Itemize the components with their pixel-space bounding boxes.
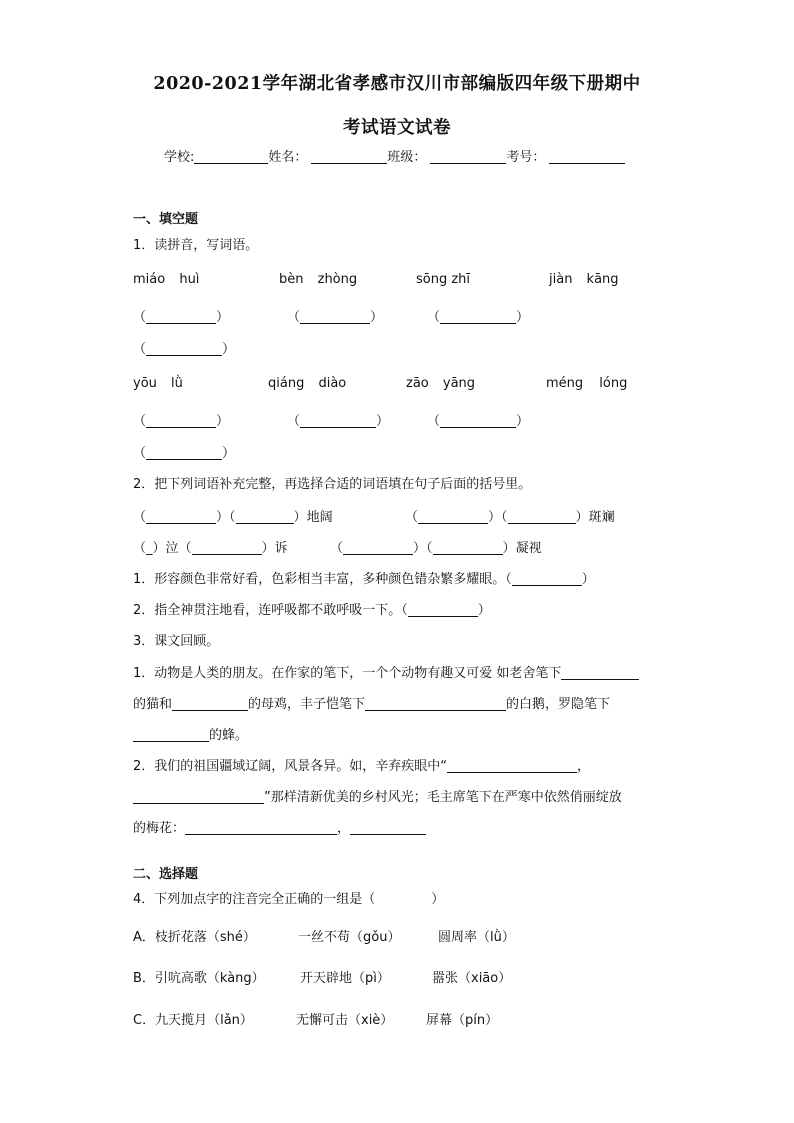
answer-blank-7[interactable]: （ ） bbox=[427, 414, 530, 429]
option-c-1[interactable]: C．九天揽月（lǎn） bbox=[133, 1013, 253, 1028]
q2-sentence-2[interactable]: 2．指全神贯注地看，连呼吸都不敢呼吸一下。（ ） bbox=[133, 603, 491, 618]
answer-blank-6[interactable]: （ ） bbox=[287, 414, 390, 429]
option-b-3: 嚣张（xiāo） bbox=[432, 971, 512, 986]
answer-blank-1[interactable]: （ ） bbox=[133, 310, 230, 325]
poem2-blank-a[interactable] bbox=[185, 821, 337, 835]
exam-title-line1: 2020-2021学年湖北省孝感市汉川市部编版四年级下册期中 bbox=[153, 74, 641, 94]
answer-blank-4[interactable]: （ ） bbox=[133, 342, 236, 357]
bee-blank[interactable] bbox=[133, 728, 209, 742]
option-b-2: 开天辟地（pì） bbox=[300, 971, 390, 986]
pinyin-7: zāo yāng bbox=[406, 376, 476, 391]
answer-blank-3[interactable]: （ ） bbox=[427, 310, 530, 325]
section2-heading: 二、选择题 bbox=[133, 867, 199, 882]
pinyin-2: bèn zhòng bbox=[279, 272, 358, 287]
option-c-2: 无懈可击（xiè） bbox=[296, 1013, 394, 1028]
q3-prompt: 3．课文回顾。 bbox=[133, 634, 220, 649]
q3-p2-line1: 2．我们的祖国疆域辽阔，风景各异。如，辛弃疾眼中“ ， bbox=[133, 759, 591, 774]
student-info-line bbox=[164, 146, 625, 165]
exam-title-line2: 考试语文试卷 bbox=[343, 118, 451, 138]
pinyin-3: sōng zhī bbox=[416, 272, 471, 287]
q1-prompt: 1．读拼音，写词语。 bbox=[133, 238, 259, 253]
pinyin-4: jiàn kāng bbox=[549, 272, 619, 287]
option-a-1[interactable]: A．枝折花落（shé） bbox=[133, 930, 256, 945]
idiom-3[interactable]: （_）泣（ ）诉 bbox=[133, 541, 288, 556]
idiom-2[interactable]: （ ）（ ）斑斓 bbox=[405, 510, 615, 525]
section1-heading: 一、填空题 bbox=[133, 212, 199, 227]
q3-p1-line3: 的蜂。 bbox=[133, 724, 248, 743]
pinyin-1: miáo huì bbox=[133, 272, 200, 287]
answer-blank-2[interactable]: （ ） bbox=[287, 310, 384, 325]
school-blank[interactable] bbox=[194, 150, 268, 164]
q3-p2-line3: 的梅花： ， bbox=[133, 817, 426, 836]
school-label: 学校: bbox=[164, 150, 195, 165]
q4-prompt: 4．下列加点字的注音完全正确的一组是（ ） bbox=[133, 892, 445, 907]
q3-p1-line1: 1．动物是人类的朋友。在作家的笔下，一个个动物有趣又可爱 如老舍笔下 bbox=[133, 662, 639, 681]
cat-blank[interactable] bbox=[561, 666, 639, 680]
class-label: 班级： bbox=[387, 150, 427, 165]
pinyin-5: yōu lǜ bbox=[133, 376, 183, 391]
option-a-2: 一丝不苟（gǒu） bbox=[298, 930, 401, 945]
number-blank[interactable] bbox=[549, 150, 625, 164]
pinyin-6: qiáng diào bbox=[268, 376, 347, 391]
class-blank[interactable] bbox=[430, 150, 506, 164]
q3-p2-line2: ”那样清新优美的乡村风光；毛主席笔下在严寒中依然俏丽绽放 bbox=[133, 786, 622, 805]
option-b-1[interactable]: B．引吭高歌（kàng） bbox=[133, 971, 265, 986]
name-blank[interactable] bbox=[311, 150, 387, 164]
q2-sentence-1[interactable]: 1．形容颜色非常好看，色彩相当丰富，多种颜色错杂繁多耀眼。（ ） bbox=[133, 572, 595, 587]
number-label: 考号： bbox=[506, 150, 546, 165]
idiom-1[interactable]: （ ）（ ）地阔 bbox=[133, 510, 333, 525]
q3-p1-line2: 的猫和 的母鸡，丰子恺笔下 的白鹅，罗隐笔下 bbox=[133, 697, 611, 712]
pinyin-8: méng lóng bbox=[546, 376, 628, 391]
option-a-3: 圆周率（lǜ） bbox=[438, 930, 515, 945]
poem2-blank-b[interactable] bbox=[350, 821, 426, 835]
hen-blank[interactable] bbox=[172, 697, 248, 711]
answer-blank-5[interactable]: （ ） bbox=[133, 414, 230, 429]
answer-blank-8[interactable]: （ ） bbox=[133, 446, 236, 461]
poem1-blank-b[interactable] bbox=[133, 790, 264, 804]
idiom-4[interactable]: （ ）（ ）凝视 bbox=[330, 541, 542, 556]
poem1-blank-a[interactable] bbox=[447, 759, 577, 773]
name-label: 姓名： bbox=[268, 150, 308, 165]
q2-prompt: 2．把下列词语补充完整，再选择合适的词语填在句子后面的括号里。 bbox=[133, 477, 532, 492]
goose-blank[interactable] bbox=[365, 697, 506, 711]
option-c-3: 屏幕（pín） bbox=[426, 1013, 499, 1028]
